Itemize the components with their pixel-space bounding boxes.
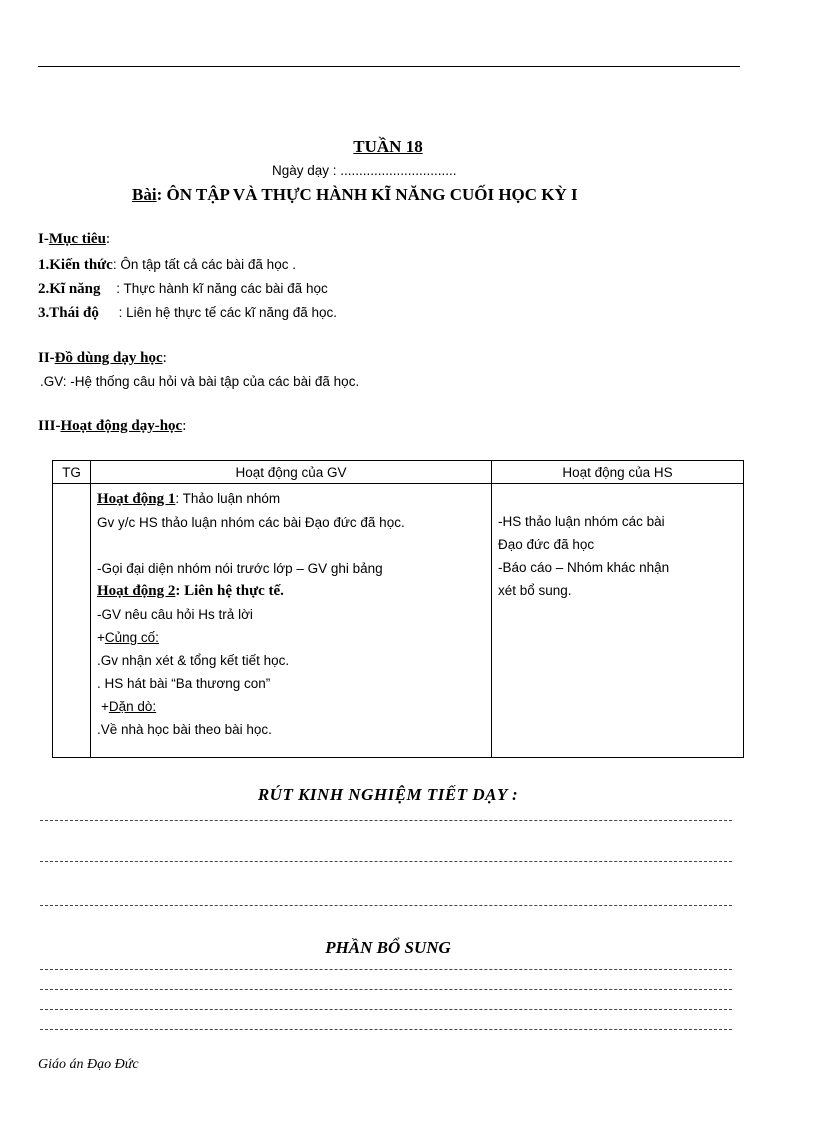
teacher-line: .Gv nhận xét & tổng kết tiết học. (97, 653, 290, 668)
objective-label: 1.Kiến thức (38, 257, 113, 273)
student-line: Đạo đức đã học (498, 537, 595, 552)
lesson-plan-table (52, 460, 744, 758)
activities-title: Hoạt động dạy-học (60, 418, 183, 434)
student-line: xét bổ sung. (498, 583, 572, 598)
plus-mark: + (97, 630, 105, 645)
activity-2-line (97, 580, 485, 603)
header-student-activity: Hoạt động của HS (492, 461, 744, 484)
lesson-title-line (132, 185, 578, 205)
student-line: -HS thảo luận nhóm các bài (498, 514, 665, 529)
objective-label: 2.Kĩ năng (38, 281, 101, 297)
objectives-heading (38, 231, 110, 248)
objectives-prefix: I- (38, 231, 49, 247)
teacher-line: . HS hát bài “Ba thương con” (97, 676, 271, 691)
activities-heading (38, 418, 186, 435)
objectives-colon: : (105, 231, 111, 247)
lesson-title: ÔN TẬP VÀ THỰC HÀNH KĨ NĂNG CUỐI HỌC KỲ I (166, 185, 578, 204)
table-header-row (53, 461, 744, 484)
objective-text: : Liên hệ thực tế các kĩ năng đã học. (114, 305, 338, 320)
writing-line (40, 861, 732, 862)
materials-prefix: II- (38, 350, 55, 366)
writing-line (40, 820, 732, 821)
writing-line (40, 969, 732, 970)
writing-line (40, 1029, 732, 1030)
teacher-line: -GV nêu câu hỏi Hs trả lời (97, 607, 253, 622)
teacher-line: Gv y/c HS thảo luận nhóm các bài Đạo đức đã học. (97, 515, 405, 530)
teacher-activity-cell (91, 484, 492, 758)
homework-label: Dặn dò: (108, 699, 157, 714)
activities-colon: : (182, 418, 187, 434)
materials-colon: : (162, 350, 167, 366)
tg-cell (53, 484, 91, 758)
experience-title: RÚT KINH NGHIỆM TIẾT DẠY : (257, 785, 519, 804)
lesson-colon: : (156, 185, 163, 204)
activity-1-title: Hoạt động 1 (97, 491, 176, 507)
writing-line (40, 905, 732, 906)
writing-line (40, 989, 732, 990)
header-tg: TG (53, 461, 91, 484)
activity-2-title: Hoạt động 2 (97, 583, 176, 599)
materials-text: .GV: -Hệ thống câu hỏi và bài tập của các bài đã học. (40, 374, 360, 389)
objective-text: : Thực hành kĩ năng các bài đã học (112, 281, 328, 296)
objectives-title: Mục tiêu (48, 231, 106, 247)
student-activity-cell (492, 484, 744, 758)
teaching-date: Ngày dạy : ............................... (272, 163, 457, 178)
objective-knowledge (38, 256, 296, 274)
consolidation-label: Củng cố: (104, 630, 159, 645)
week-title: TUẦN 18 (353, 137, 423, 156)
top-rule (38, 66, 740, 67)
teacher-line: .Về nhà học bài theo bài học. (97, 722, 272, 737)
materials-heading (38, 350, 167, 367)
teacher-line: -Gọi đại diện nhóm nói trước lớp – GV ghi bảng (97, 561, 383, 576)
activity-1-desc: : Thảo luận nhóm (175, 491, 281, 506)
writing-line (40, 1009, 732, 1010)
objective-attitude (38, 304, 337, 322)
header-teacher-activity: Hoạt động của GV (91, 461, 492, 484)
lesson-label: Bài (132, 185, 157, 204)
activity-2-desc: : Liên hệ thực tế. (175, 583, 284, 599)
supplement-title: PHẦN BỔ SUNG (325, 938, 451, 957)
objective-text: : Ôn tập tất cả các bài đã học . (112, 257, 296, 272)
activity-1-line (97, 487, 485, 511)
objective-skills (38, 280, 328, 298)
footer-text: Giáo án Đạo Đức (38, 1057, 139, 1072)
consolidation-line (97, 626, 485, 649)
table-row (53, 484, 744, 758)
materials-title: Đồ dùng dạy học (54, 350, 163, 366)
plus-mark: + (101, 699, 109, 714)
activities-prefix: III- (38, 418, 61, 434)
homework-line (97, 695, 485, 718)
objective-label: 3.Thái độ (38, 305, 99, 321)
student-line: -Báo cáo – Nhóm khác nhận (498, 560, 670, 575)
